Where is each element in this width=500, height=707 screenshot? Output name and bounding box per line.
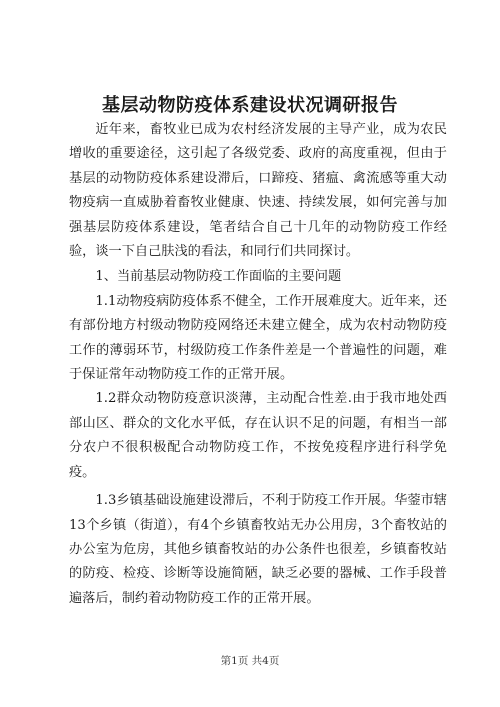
paragraph-1-3: 1.3乡镇基础设施建设滞后，不利于防疫工作开展。华蓥市辖13个乡镇（街道），有4个乡镇畜牧站无办公用房，3个畜牧站的办公室为危房，其他乡镇畜牧站的办公条件也很差，乡镇畜牧站的防疫、检疫、诊断等设施简陋，缺乏必要的器械、工作手段普遍落后，制约着动物防疫工作的正常开展。 xyxy=(69,493,447,606)
paragraph-1-1: 1.1动物疫病防疫体系不健全，工作开展难度大。近年来，还有部份地方村级动物防疫网络还未建立健全，成为农村动物防疫工作的薄弱环节，村级防疫工作条件差是一个普遍性的问题，难于保证常年动物防疫工作的正常开展。 xyxy=(69,293,447,383)
section-heading: 1、当前基层动物防疫工作面临的主要问题 xyxy=(95,269,342,285)
paragraph-1-2: 1.2群众动物防疫意识淡薄，主动配合性差.由于我市地处西部山区、群众的文化水平低，存在认识不足的问题，有相当一部分农户不很积极配合动物防疫工作，不按免疫程序进行科学免疫。 xyxy=(69,391,447,480)
document-body xyxy=(69,118,447,611)
page-footer: 第1页 共4页 xyxy=(220,655,280,667)
page-title: 基层动物防疫体系建设状况调研报告 xyxy=(102,95,398,116)
intro-paragraph: 近年来，畜牧业已成为农村经济发展的主导产业，成为农民增收的重要途径，这引起了各级党委、政府的高度重视，但由于基层的动物防疫体系建设滞后，口蹄疫、猪瘟、禽流感等重大动物疫病一直威胁着畜牧业健康、快速、持续发展，如何完善与加强基层防疫体系建设，笔者结合自己十几年的动物防疫工作经验，谈一下自己肤浅的看法，和同行们共同探讨。 xyxy=(69,122,447,260)
